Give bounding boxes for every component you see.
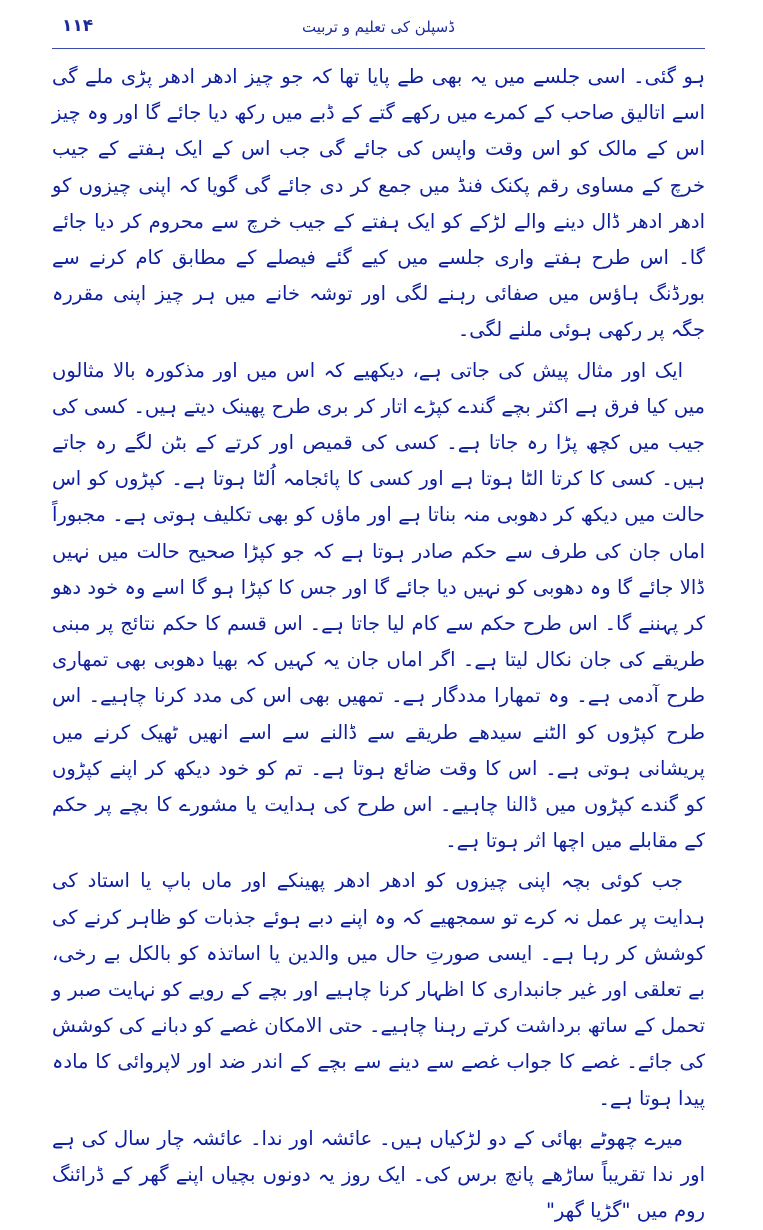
page-number: ۱۱۴	[62, 16, 94, 36]
paragraph-2: ایک اور مثال پیش کی جاتی ہے، دیکھیے کہ اس میں اور مذکورہ بالا مثالوں میں کیا فرق ہے اکثر بچے گندے کپڑے اتار کر بری طرح پھینک دیتے ہیں۔ کسی کی جیب میں کچھ پڑا رہ جاتا ہے۔ کسی کی قمیص اور کرتے کے بٹن لگے رہ جاتے ہیں۔ کسی کا کرتا الٹا ہوتا ہے اور کسی کا پائجامہ اُلٹا ہوتا ہے۔ کپڑوں کو اس حالت میں دیکھ کر دھوبی منہ بناتا ہے اور ماؤں کو بھی تکلیف ہوتی ہے۔ مجبوراً اماں جان کی طرف سے حکم صادر ہوتا ہے کہ جو کپڑا صحیح حالت میں نہیں ڈالا جائے گا وہ دھوبی کو نہیں دیا جائے گا اور جس کا کپڑا ہو گا اسے وہ خود دھو کر پہننے گا۔ اس طرح حکم سے کام لیا جاتا ہے۔ اس قسم کا حکم نتائج پر مبنی طریقے کی جان نکال لیتا ہے۔ اگر اماں جان یہ کہیں کہ بھیا دھوبی بھی تمھاری طرح آدمی ہے۔ وہ تمھارا مددگار ہے۔ تمھیں بھی اس کی مدد کرنا چاہیے۔ اس طرح کپڑوں کو الٹنے سیدھے طریقے سے ڈالنے سے اسے انھیں ٹھیک کرنے میں پریشانی ہوتی ہے۔ اس کا وقت ضائع ہوتا ہے۔ تم کو خود دیکھ کر اپنے کپڑوں کو گندے کپڑوں میں ڈالنا چاہیے۔ اس طرح کی ہدایت یا مشورے کا بچے پر حکم کے مقابلے میں اچھا اثر ہوتا ہے۔	[52, 358, 705, 853]
paragraph-3: جب کوئی بچہ اپنی چیزوں کو ادھر ادھر پھینکے اور ماں باپ یا استاد کی ہدایت پر عمل نہ کرے تو سمجھیے کہ وہ اپنے دبے ہوئے جذبات کو ظاہر کرنے کی کوشش کر رہا ہے۔ ایسی صورتِ حال میں والدین یا اساتذہ کو بالکل بے رخی، بے تعلقی اور غیر جانبداری کا اظہار کرنا چاہیے اور بچے کے رویے کو نہایت صبر و تحمل کے ساتھ برداشت کرتے رہنا چاہیے۔ حتی الامکان غصے کو دبانے کی کوشش کی جائے۔ غصے کا جواب غصے سے دینے سے بچے کے اندر ضد اور لاپروائی کا مادہ پیدا ہوتا ہے۔	[52, 869, 705, 1110]
body-text	[52, 59, 705, 1230]
page-header	[52, 14, 705, 49]
paragraph-1: ہو گئی۔ اسی جلسے میں یہ بھی طے پایا تھا کہ جو چیز ادھر ادھر پڑی ملے گی اسے اتالیق صاحب کے کمرے میں رکھے گتے کے ڈبے میں رکھ دیا جائے گا اور وہ چیز اس کے مالک کو اس وقت واپس کی جائے گی جب اس کے ایک ہفتے کے جیب خرچ کے مساوی رقم پکنک فنڈ میں جمع کر دی جائے گی گویا کہ اپنی چیزوں کو ادھر ادھر ڈال دینے والے لڑکے کو ایک ہفتے کے جیب خرچ سے محروم کر دیا جائے گا۔ اس طرح ہفتے واری جلسے میں کیے گئے فیصلے کے مطابق کام کرنے سے بورڈنگ ہاؤس میں صفائی رہنے لگی اور توشہ خانے میں ہر چیز اپنی مقررہ جگہ پر رکھی ہوئی ملنے لگی۔	[52, 65, 705, 342]
running-title: ڈسپلن کی تعلیم و تربیت	[302, 18, 455, 36]
paragraph-4: میرے چھوٹے بھائی کے دو لڑکیاں ہیں۔ عائشہ اور ندا۔ عائشہ چار سال کی ہے اور ندا تقریباً ساڑھے پانچ برس کی۔ ایک روز یہ دونوں بچیاں اپنے گھر کے ڈرائنگ روم میں "گڑیا گھر"	[52, 1126, 705, 1223]
